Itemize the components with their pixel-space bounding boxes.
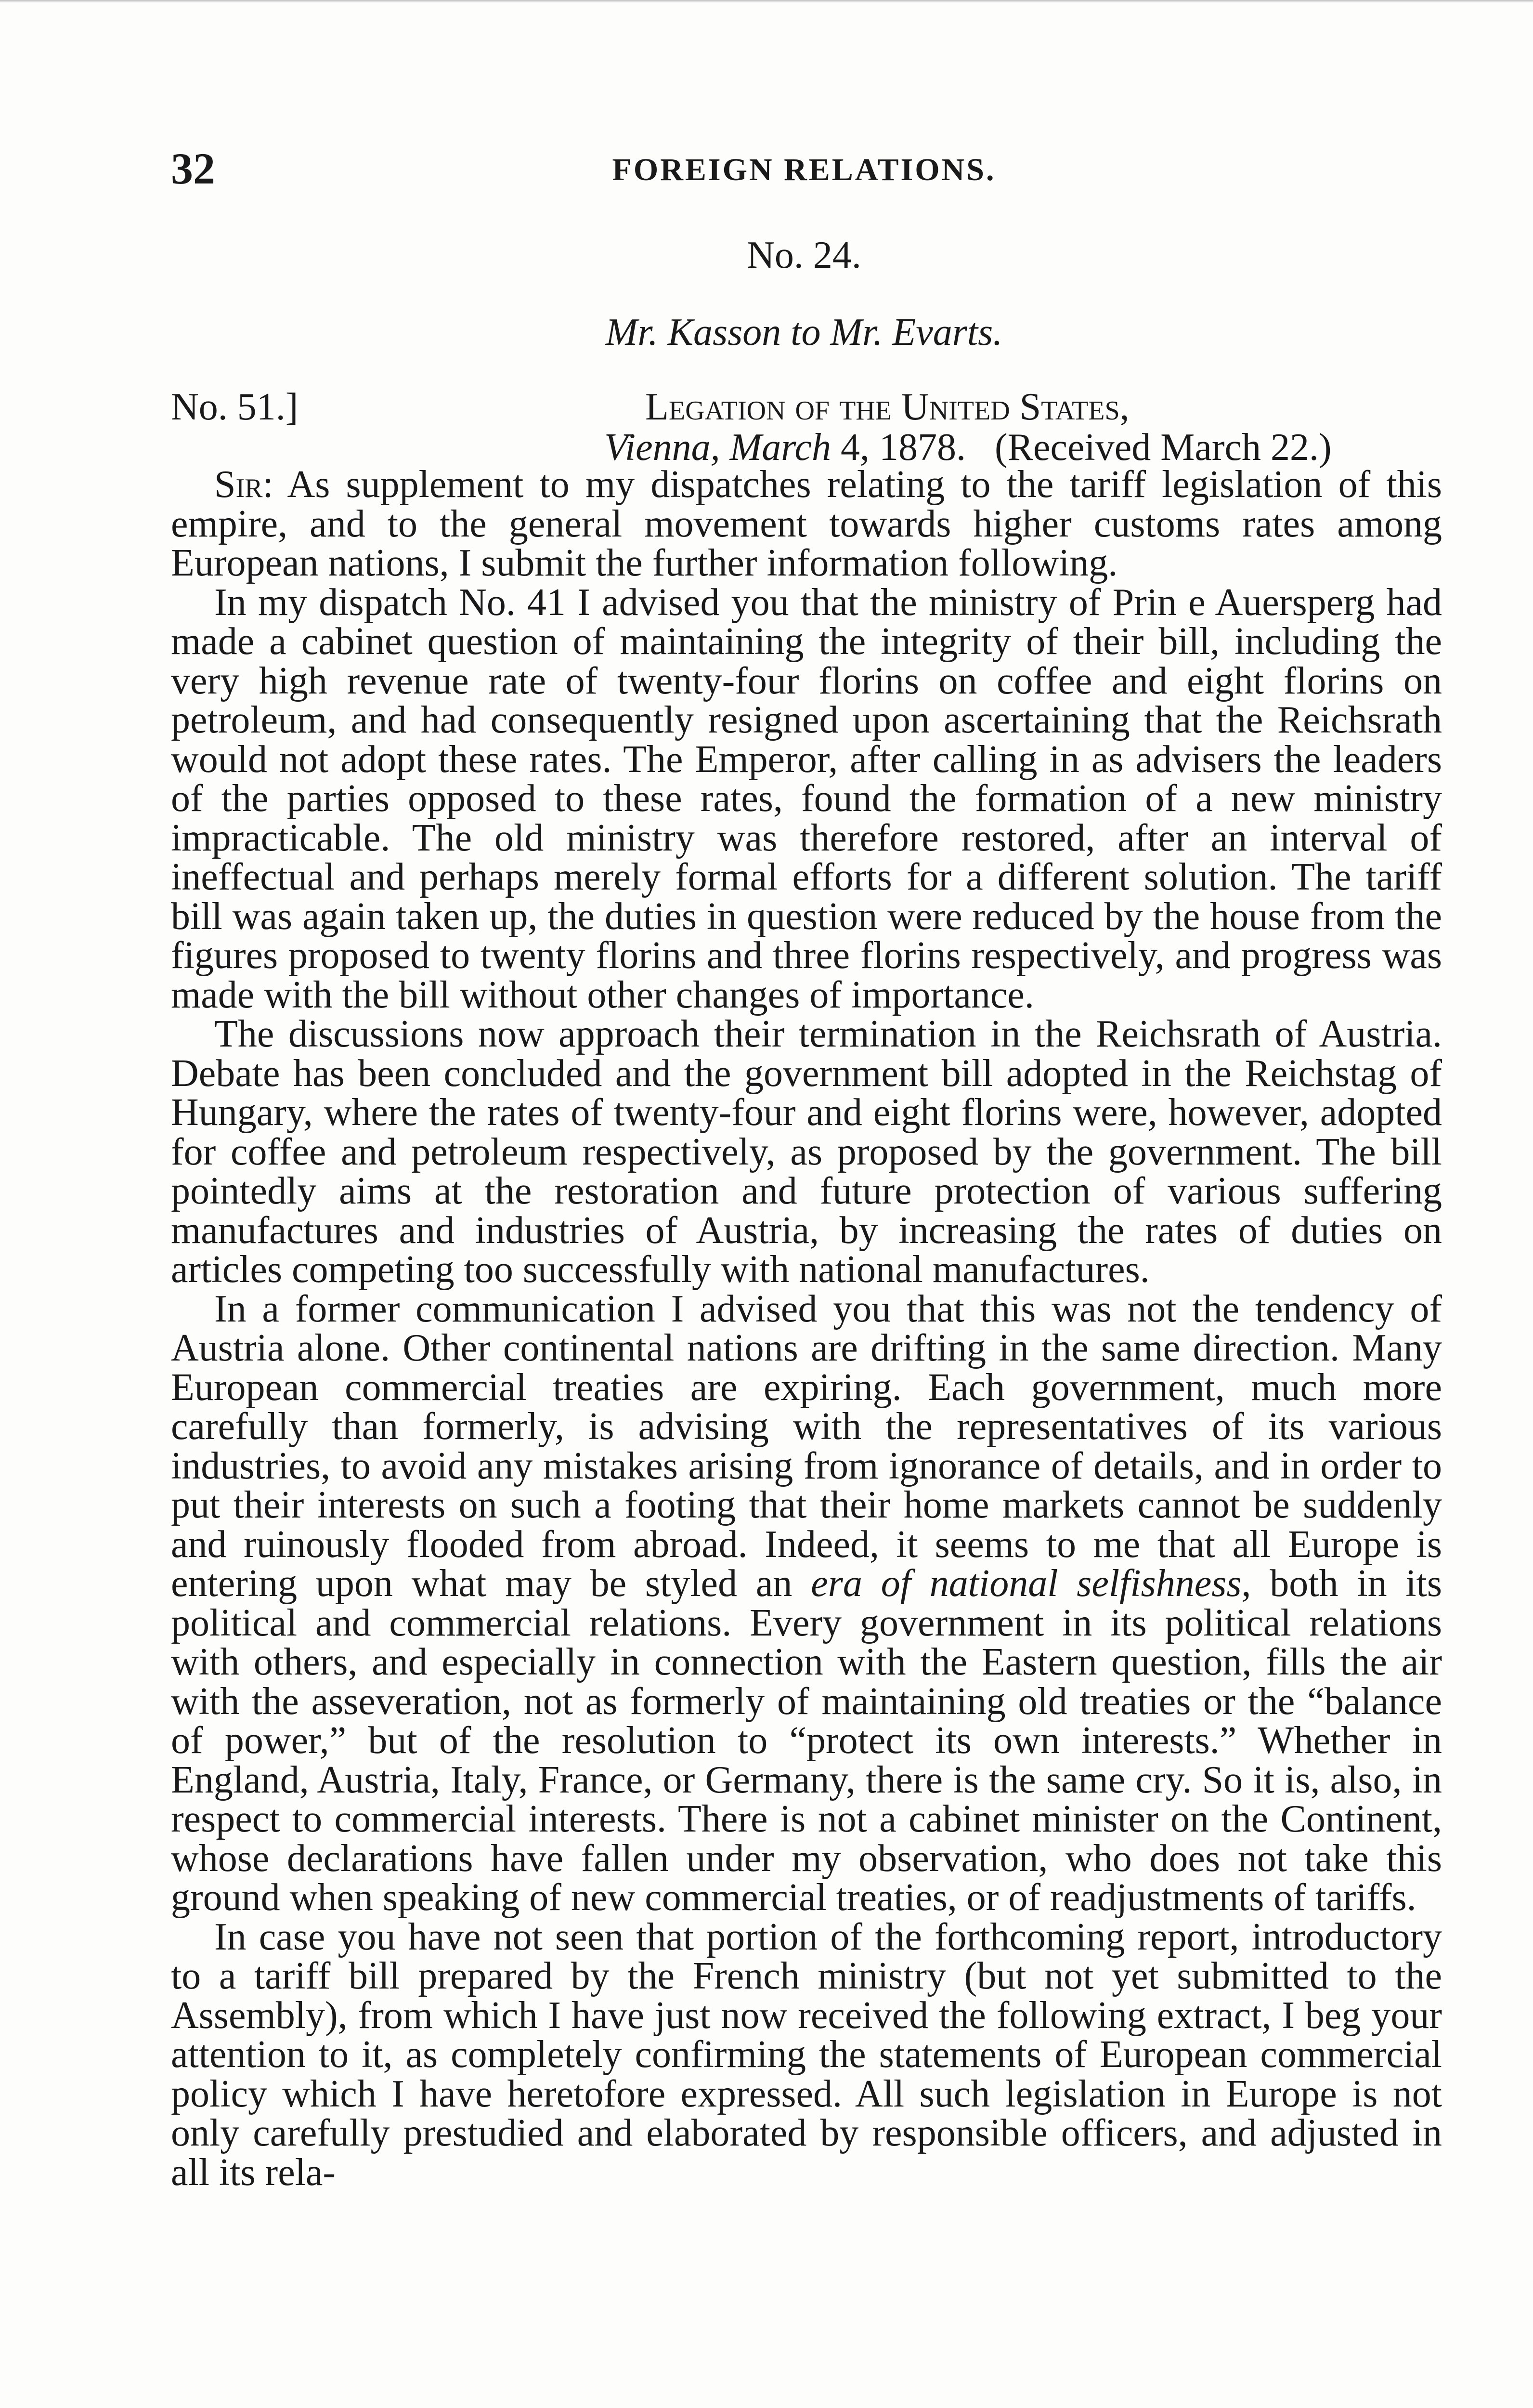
paragraph-4-text-a: In a former communication I advised you that this was not the tendency of Austria alone. Other continental nations are drifting in the same direction. Many European commercial treaties are expiring. Each government, much more carefully than formerly, is advising with the representatives of its various industries, to avoid any mistakes arising from ignorance of details, and in order to put their interests on such a footing that their home markets cannot be suddenly and ruinously flooded from abroad. Indeed, it seems to me that all Europe is entering upon what may be styled an bbox=[171, 1287, 1442, 1605]
paragraph-5: In case you have not seen that portion of the forthcoming report, introductory to a tariff bill prepared by the French ministry (but not yet submitted to the Assembly), from which I have just now received the following extract, I beg your attention to it, as completely confirming the statements of European commercial policy which I have heretofore expressed. All such legislation in Europe is not only carefully prestudied and elaborated by responsible officers, and adjusted in all its rela- bbox=[171, 1915, 1442, 2194]
running-head bbox=[171, 142, 1437, 195]
paragraph-4-emphasis: era of national selfishness bbox=[811, 1562, 1242, 1605]
paragraph-4-text-b: , both in its political and commercial relations. Every government in its political relations with others, and especially in connection with the Eastern question, fills the air with the asseveration, not as formerly of maintaining old treaties or the “balance of power,” but of the resolution to “protect its own interests.” Whether in England, Austria, Italy, France, or Germany, there is the same cry. So it is, also, in respect to commercial interests. There is not a cabinet minister on the Continent, whose declarations have fallen under my observation, who does not take this ground when speaking of new commercial treaties, or of readjustments of tariffs. bbox=[171, 1562, 1442, 1919]
dispatch-number: No. 51.] bbox=[171, 386, 299, 428]
scan-edge-rule bbox=[0, 0, 1533, 3]
paragraph-2: In my dispatch No. 41 I advised you that the ministry of Prin e Auersperg had made a cabinet question of maintaining the integrity of their bill, including the very high revenue rate of twenty-four florins on coffee and eight florins on petroleum, and had consequently resigned upon ascertaining that the Reichsrath would not adopt these rates. The Emperor, after calling in as advisers the leaders of the parties opposed to these rates, found the formation of a new ministry impracticable. The old ministry was therefore restored, after an interval of ineffectual and perhaps merely formal efforts for a different solution. The tariff bill was again taken up, the duties in question were reduced by the house from the figures proposed to twenty florins and three florins respectively, and progress was made with the bill without other changes of importance. bbox=[171, 581, 1442, 1016]
dispatch-body bbox=[171, 465, 1442, 2192]
dateline bbox=[604, 426, 1332, 469]
dateline-date: 4, 1878. bbox=[831, 426, 966, 469]
correspondents-heading: Mr. Kasson to Mr. Evarts. bbox=[605, 311, 1003, 353]
paragraph-4 bbox=[171, 1287, 1442, 1919]
legation-heading: Legation of the United States, bbox=[645, 386, 1130, 428]
paragraph-3: The discussions now approach their termination in the Reichsrath of Austria. Debate has been concluded and the government bill adopted in the Reichstag of Hungary, where the rates of twenty-four and eight florins were, however, adopted for coffee and petroleum respectively, as proposed by the government. The bill pointedly aims at the restoration and future protection of various suffering manufactures and industries of Austria, by increasing the rates of duties on articles competing too successfully with national manufactures. bbox=[171, 1013, 1442, 1291]
document-number: No. 24. bbox=[747, 234, 861, 276]
salutation: Sir: bbox=[214, 463, 273, 506]
running-title: FOREIGN RELATIONS. bbox=[612, 152, 996, 187]
received-date: (Received March 22.) bbox=[994, 426, 1332, 469]
page-number: 32 bbox=[171, 144, 215, 193]
dateline-place: Vienna, March bbox=[604, 426, 831, 469]
paragraph-1 bbox=[171, 465, 1442, 583]
paragraph-1-text: As supplement to my dispatches relating to the tariff legislation of this empire, and to the general movement towards higher customs rates among European nations, I submit the further information following. bbox=[171, 463, 1442, 584]
